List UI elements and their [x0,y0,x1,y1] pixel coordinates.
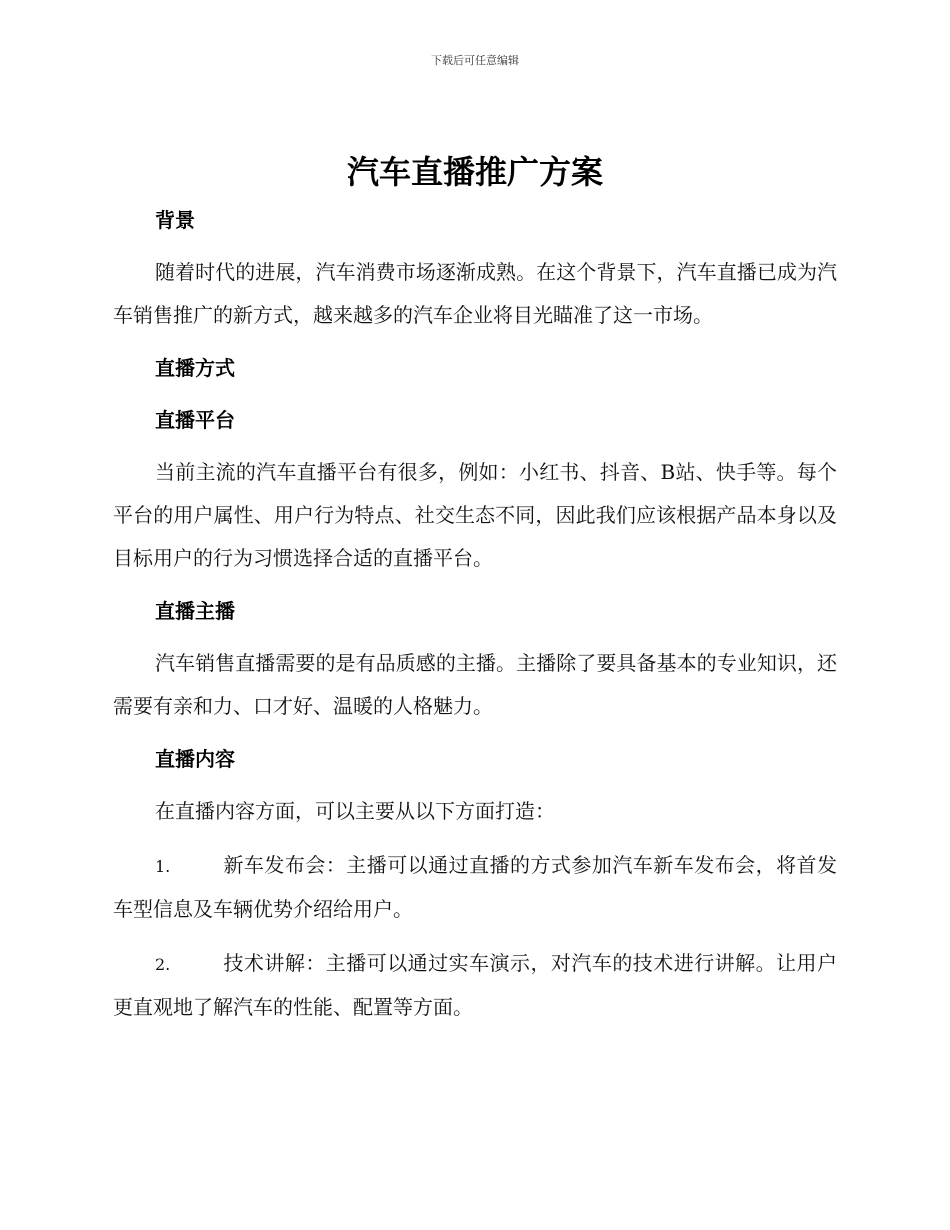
heading-live-method: 直播方式 [155,356,235,380]
list-item-number: 2. [155,955,171,974]
heading-background: 背景 [155,208,195,232]
list-item [113,942,837,1029]
heading-live-content: 直播内容 [155,747,235,771]
heading-live-host: 直播主播 [155,599,235,623]
list-item-text: 技术讲解：主播可以通过实车演示，对汽车的技术进行讲解。让用户更直观地了解汽车的性能、配置等方面。 [113,951,837,1019]
paragraph-background: 随着时代的进展，汽车消费市场逐渐成熟。在这个背景下，汽车直播已成为汽车销售推广的新方式，越来越多的汽车企业将目光瞄准了这一市场。 [113,260,837,327]
document-title: 汽车直播推广方案 [346,153,603,191]
heading-live-platform: 直播平台 [155,408,235,432]
document-body [113,200,837,1029]
page-header-note: 下载后可任意编辑 [431,54,519,67]
paragraph-live-content-intro: 在直播内容方面，可以主要从以下方面打造： [155,799,555,823]
paragraph-live-platform: 当前主流的汽车直播平台有很多，例如：小红书、抖音、B站、快手等。每个平台的用户属性、用户行为特点、社交生态不同，因此我们应该根据产品本身以及目标用户的行为习惯选择合适的直播平台。 [113,460,837,570]
list-item [113,844,837,931]
list-item-text: 新车发布会：主播可以通过直播的方式参加汽车新车发布会，将首发车型信息及车辆优势介绍给用户。 [113,853,837,921]
list-item-number: 1. [155,857,171,876]
paragraph-live-host: 汽车销售直播需要的是有品质感的主播。主播除了要具备基本的专业知识，还需要有亲和力、口才好、温暖的人格魅力。 [113,651,837,718]
